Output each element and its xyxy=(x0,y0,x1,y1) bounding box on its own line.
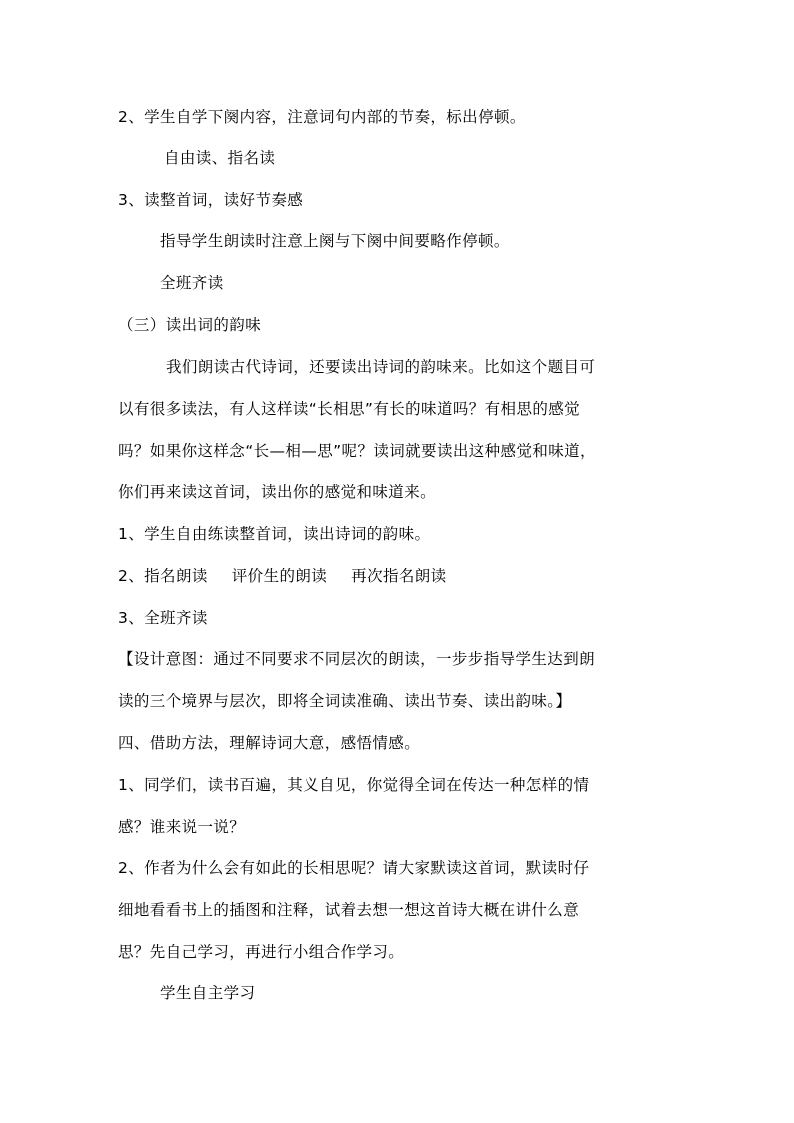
question-2-paragraph xyxy=(118,858,589,983)
paragraph-line: 以有很多读法，有人这样读“长相思”有长的味道吗？有相思的感觉 xyxy=(118,399,581,418)
guide-reading-line: 指导学生朗读时注意上阕与下阕中间要略作停顿。 xyxy=(160,232,510,250)
step-2-named-reading-line xyxy=(118,566,447,586)
paragraph-line: 【设计意图：通过不同要求不同层次的朗读，一步步指导学生达到朗 xyxy=(118,650,596,668)
paragraph-line: 细地看看书上的插图和注释，试着去想一想这首诗大概在讲什么意 xyxy=(118,900,580,919)
evaluate-reading-text: 评价生的朗读 xyxy=(231,567,328,585)
section-heading-four: 四、借助方法，理解诗词大意，感悟情感。 xyxy=(118,734,421,752)
design-intent-paragraph xyxy=(118,649,595,733)
self-study-line: 学生自主学习 xyxy=(160,984,256,1002)
step-3-class-read-line: 3、全班齐读 xyxy=(118,609,208,627)
section-heading-three: （三）读出词的韵味 xyxy=(118,316,262,334)
step-2-self-study-line: 2、学生自学下阕内容，注意词句内部的节奏，标出停顿。 xyxy=(118,108,526,126)
class-read-line: 全班齐读 xyxy=(160,274,224,292)
paragraph-line: 2、作者为什么会有如此的长相思呢？请大家默读这首词，默读时仔 xyxy=(118,859,590,877)
named-reading-text: 2、指名朗读 xyxy=(118,567,208,585)
step-3-read-whole-line: 3、读整首词，读好节奏感 xyxy=(118,191,304,209)
question-1-paragraph xyxy=(118,775,589,859)
paragraph-line: 读的三个境界与层次，即将全词读准确、读出节奏、读出韵味。】 xyxy=(118,691,572,710)
paragraph-line: 思？先自己学习，再进行小组合作学习。 xyxy=(118,942,405,961)
paragraph-line: 1、同学们，读书百遍，其义自见，你觉得全词在传达一种怎样的情 xyxy=(118,776,590,794)
paragraph-line: 吗？如果你这样念“长—相—思”呢？读词就要读出这种感觉和味道， xyxy=(118,441,596,460)
paragraph-line: 我们朗读古代诗词，还要读出诗词的韵味来。比如这个题目可 xyxy=(166,358,596,376)
step-1-free-practice-line: 1、学生自由练读整首词，读出诗词的韵味。 xyxy=(118,525,431,543)
reread-text: 再次指名朗读 xyxy=(351,567,447,585)
free-reading-line: 自由读、指名读 xyxy=(164,149,276,167)
paragraph-line: 感？谁来说一说？ xyxy=(118,817,246,836)
paragraph-line: 你们再来读这首词，读出你的感觉和味道来。 xyxy=(118,483,437,502)
rhythm-paragraph xyxy=(118,357,678,524)
